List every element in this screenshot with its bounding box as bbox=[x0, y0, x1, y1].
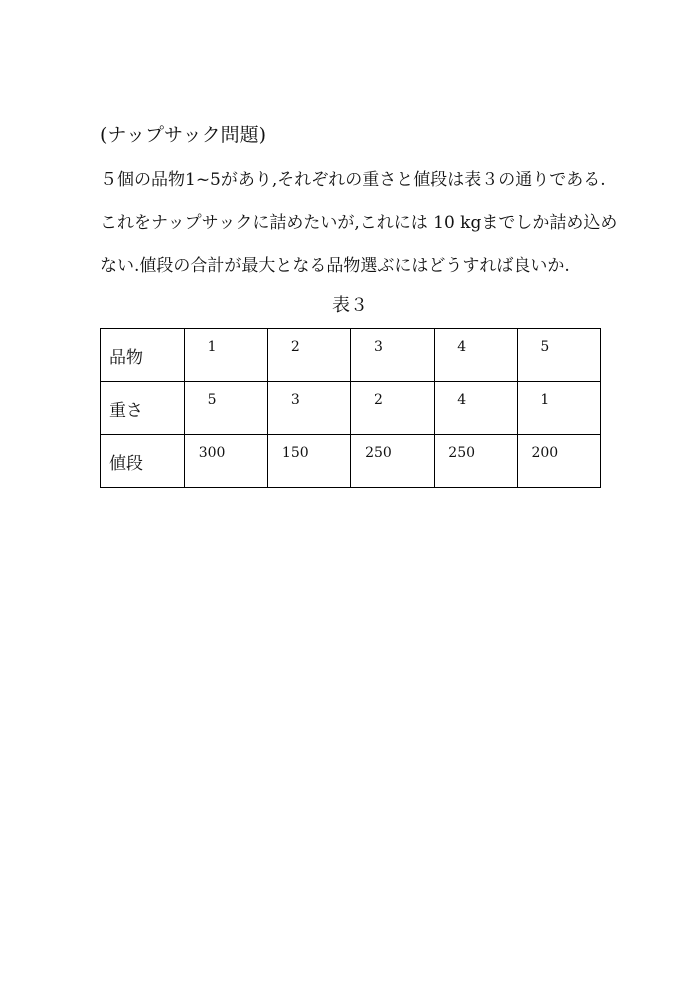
table-cell: 1 bbox=[517, 382, 600, 435]
table-cell: 2 bbox=[268, 329, 351, 382]
table-cell: 200 bbox=[517, 435, 600, 488]
table-cell: 3 bbox=[351, 329, 434, 382]
table-row-weight bbox=[101, 382, 601, 435]
table-cell: 3 bbox=[268, 382, 351, 435]
row-header-weight: 重さ bbox=[101, 382, 185, 435]
table-row-price bbox=[101, 435, 601, 488]
table-cell: 300 bbox=[185, 435, 268, 488]
table-cell: 2 bbox=[351, 382, 434, 435]
problem-text-line-1: ５個の品物1~5があり,それぞれの重さと値段は表３の通りである. bbox=[100, 170, 606, 190]
table-cell: 5 bbox=[185, 382, 268, 435]
row-header-item: 品物 bbox=[101, 329, 185, 382]
table-cell: 5 bbox=[517, 329, 600, 382]
items-table bbox=[100, 328, 601, 488]
problem-text-line-3: ない.値段の合計が最大となる品物選ぶにはどうすれば良いか. bbox=[100, 256, 570, 276]
table-cell: 1 bbox=[185, 329, 268, 382]
table-cell: 250 bbox=[351, 435, 434, 488]
problem-text-line-2: これをナップサックに詰めたいが,これには 10 kgまでしか詰め込め bbox=[100, 213, 618, 233]
table-cell: 4 bbox=[434, 329, 517, 382]
row-header-price: 値段 bbox=[101, 435, 185, 488]
table-caption: 表３ bbox=[332, 295, 368, 316]
table-cell: 250 bbox=[434, 435, 517, 488]
table-row-item bbox=[101, 329, 601, 382]
problem-title: (ナップサック問題) bbox=[100, 124, 267, 146]
table-cell: 4 bbox=[434, 382, 517, 435]
table-cell: 150 bbox=[268, 435, 351, 488]
